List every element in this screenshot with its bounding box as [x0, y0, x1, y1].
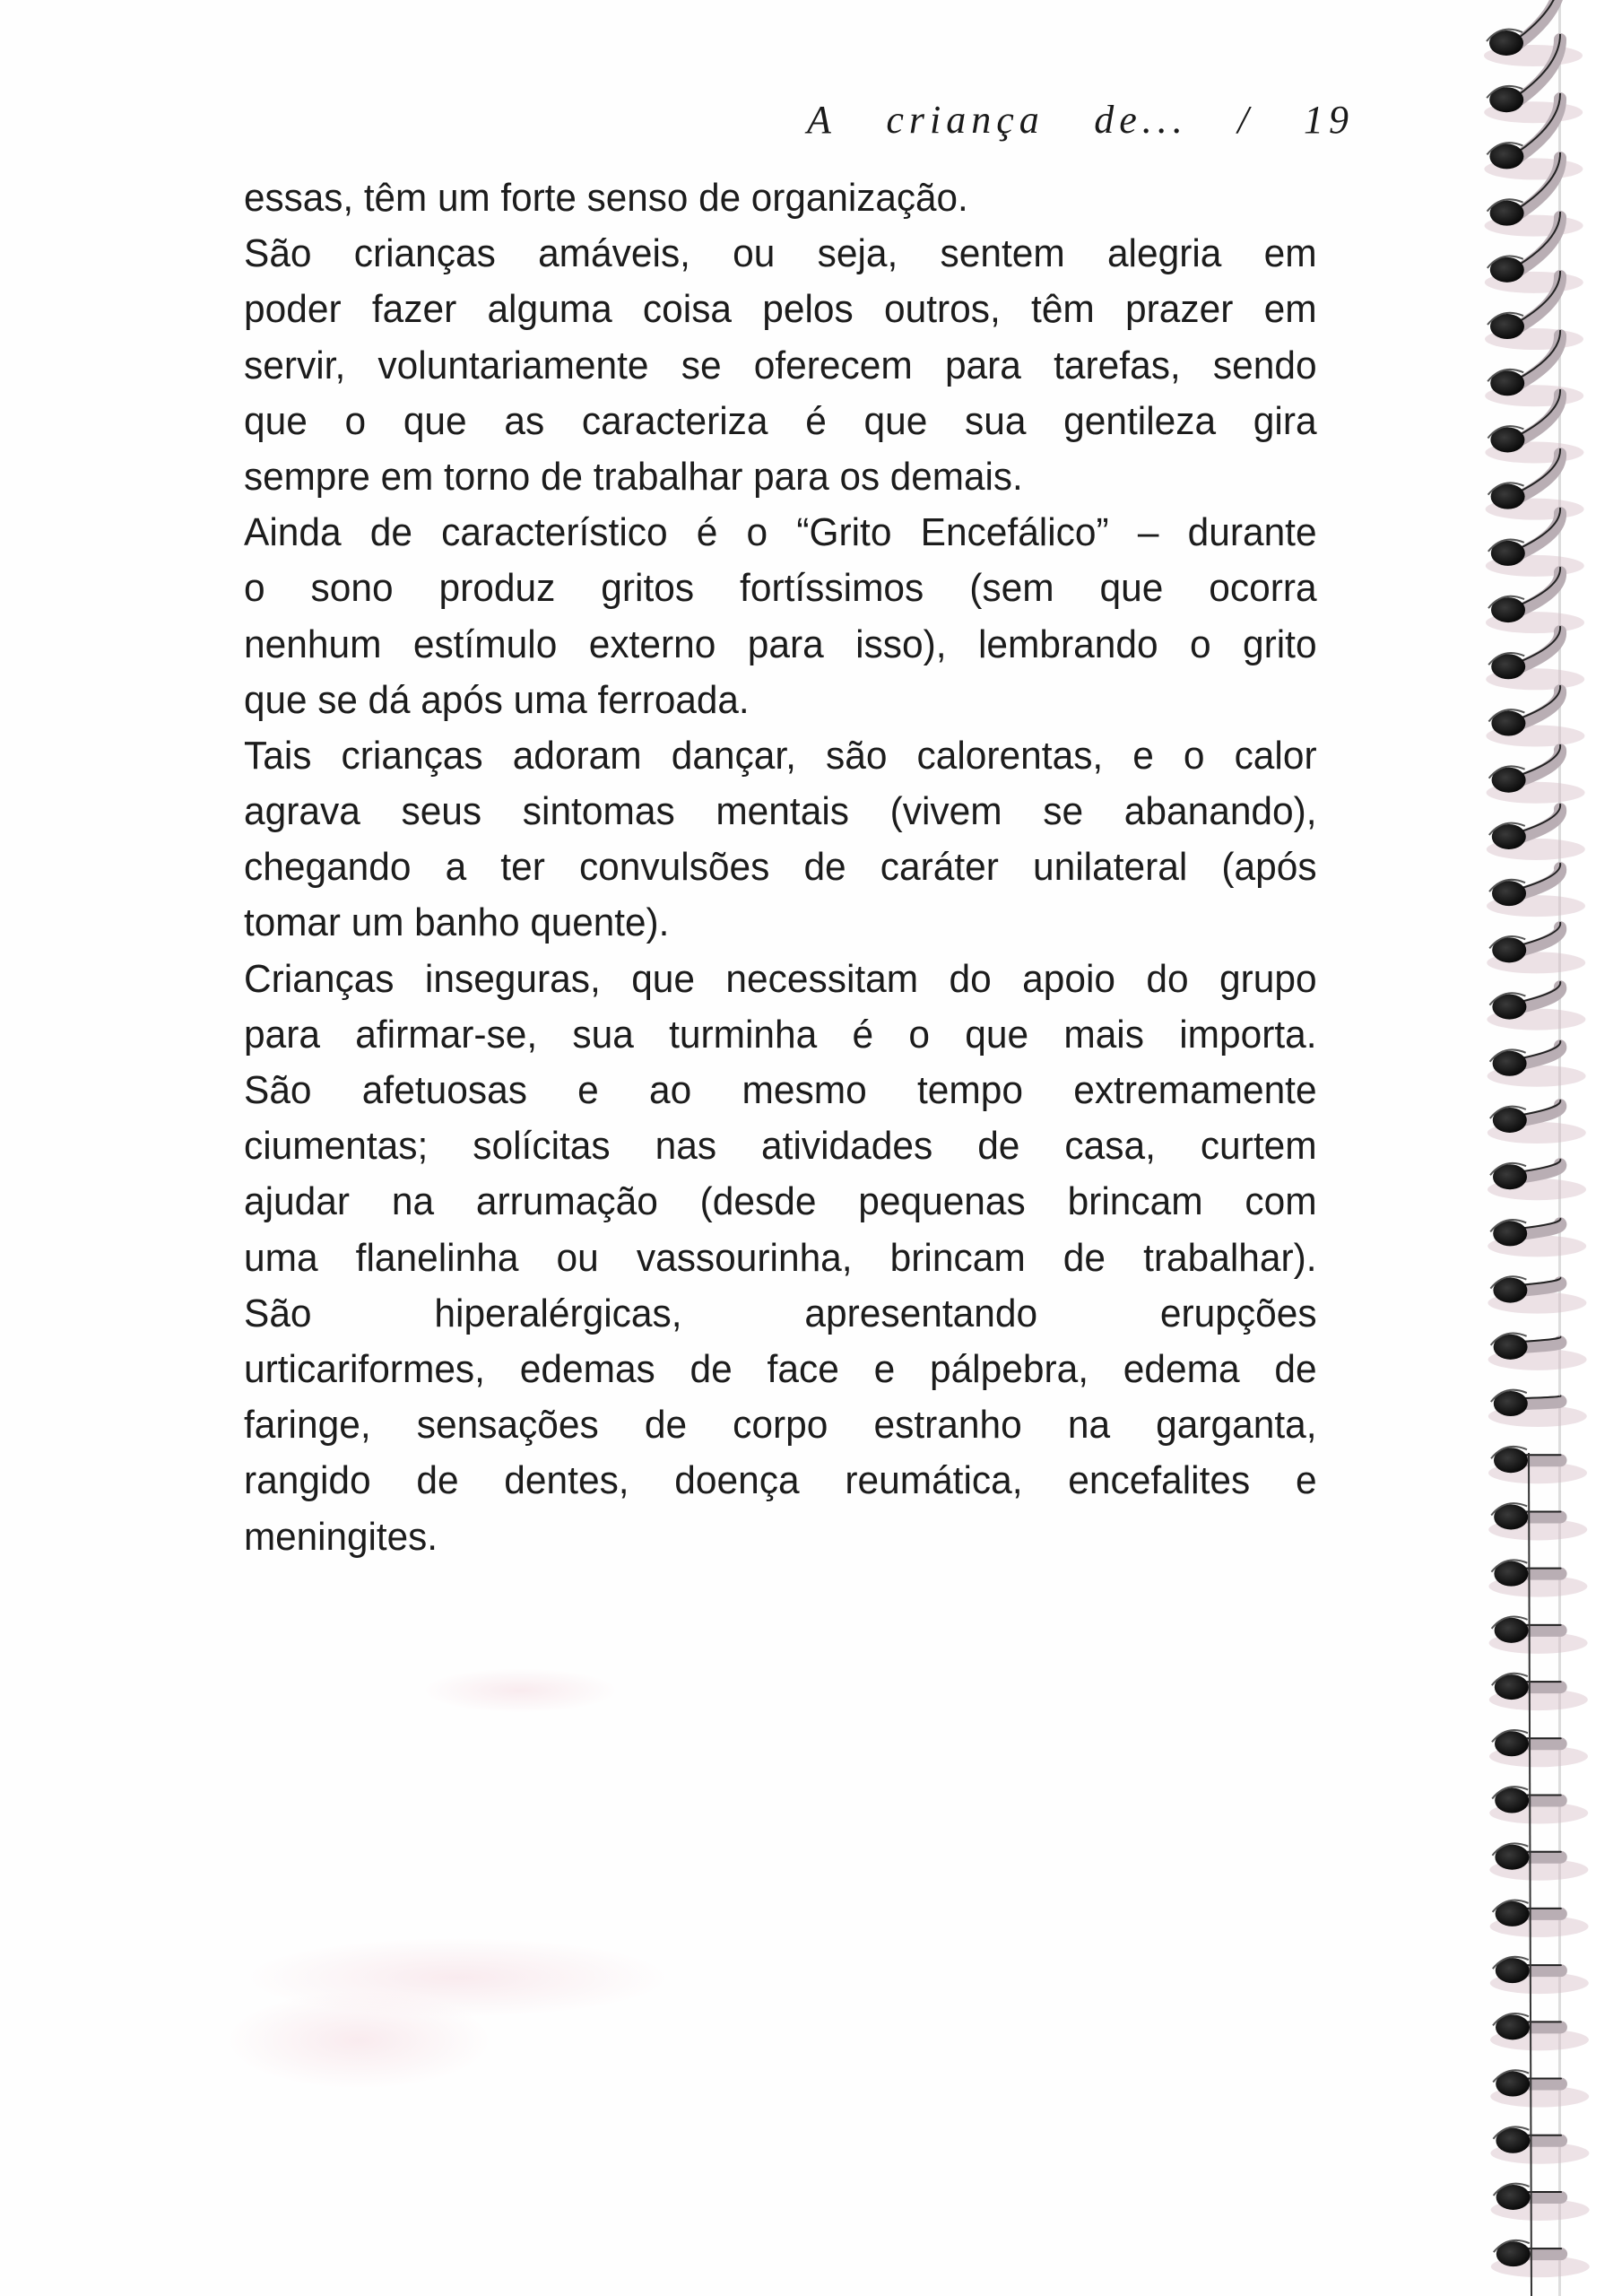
text-line: que se dá após uma ferroada.: [244, 677, 750, 722]
body-text: [244, 170, 1356, 1565]
bleed-through-smudge: [224, 1991, 493, 2090]
page-number: 19: [1304, 98, 1354, 142]
text-line: sempre em torno de trabalhar para os demais.: [244, 454, 1023, 499]
running-head-word: A: [807, 98, 837, 142]
text-line: São crianças amáveis, ou seja, sentem alegria em: [244, 231, 1317, 276]
text-line: São afetuosas e ao mesmo tempo extremamente: [244, 1068, 1317, 1112]
text-line: ciumentas; solícitas nas atividades de casa, curtem: [244, 1124, 1317, 1169]
text-line: nenhum estímulo externo para isso), lembrando o grito: [244, 622, 1317, 666]
text-line: agrava seus sintomas mentais (vivem se abanando),: [244, 789, 1317, 834]
text-line: ajudar na arrumação (desde pequenas brincam com: [244, 1179, 1317, 1224]
text-line: uma flanelinha ou vassourinha, brincam de trabalhar).: [244, 1235, 1317, 1280]
running-head: [807, 97, 1354, 143]
text-line: o sono produz gritos fortíssimos (sem que ocorra: [244, 566, 1317, 611]
text-line: tomar um banho quente).: [244, 900, 670, 945]
running-head-word: criança: [886, 98, 1045, 142]
text-line: São hiperalérgicas, apresentando erupções: [244, 1291, 1317, 1335]
text-line: essas, têm um forte senso de organização.: [244, 176, 968, 220]
text-line: que o que as caracteriza é que sua gentileza gira: [244, 398, 1317, 443]
running-head-word: de...: [1094, 98, 1188, 142]
text-line: rangido de dentes, doença reumática, encefalites e: [244, 1458, 1317, 1503]
running-head-separator: /: [1237, 98, 1254, 142]
text-line: para afirmar-se, sua turminha é o que mais importa.: [244, 1012, 1317, 1057]
text-line: Tais crianças adoram dançar, são calorentas, e o calor: [244, 733, 1317, 778]
text-line: servir, voluntariamente se oferecem para tarefas, sendo: [244, 343, 1317, 387]
bleed-through-smudge: [421, 1668, 619, 1713]
text-line: Ainda de característico é o “Grito Encefálico” – durante: [244, 510, 1317, 555]
spiral-binding-icon: [1470, 0, 1622, 2296]
text-line: chegando a ter convulsões de caráter unilateral (após: [244, 845, 1317, 890]
text-line: Crianças inseguras, que necessitam do apoio do grupo: [244, 956, 1317, 1001]
text-line: poder fazer alguma coisa pelos outros, têm prazer em: [244, 287, 1317, 332]
text-line: faringe, sensações de corpo estranho na garganta,: [244, 1403, 1317, 1448]
text-line: meningites.: [244, 1514, 438, 1559]
text-line: urticariformes, edemas de face e pálpebra, edema de: [244, 1346, 1317, 1391]
